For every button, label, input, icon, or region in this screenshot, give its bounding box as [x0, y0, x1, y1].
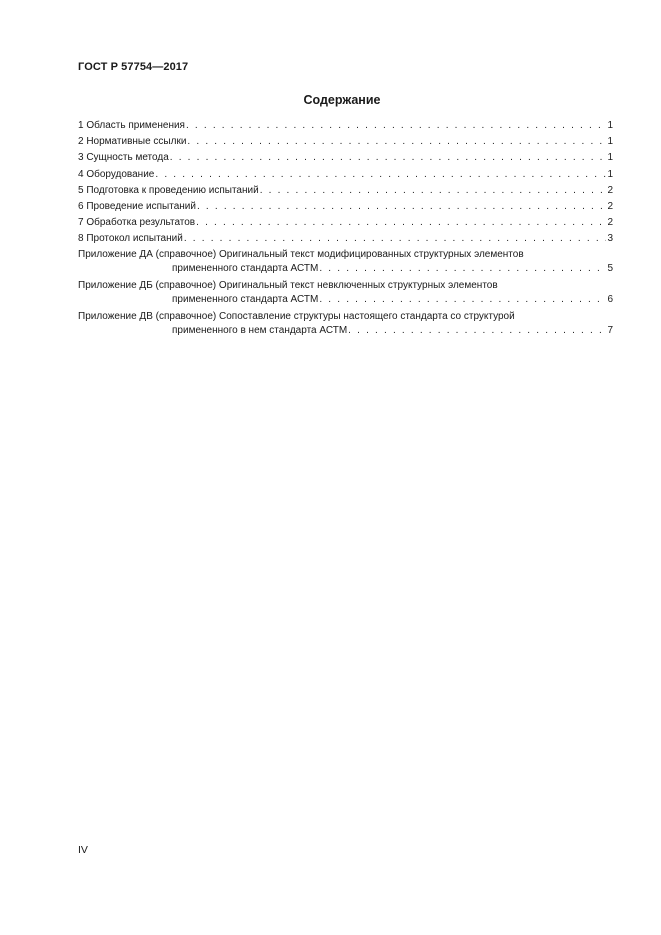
dot-leader [348, 324, 606, 338]
toc-entry[interactable] [78, 150, 613, 166]
toc-entry-label: 3 Сущность метода [78, 152, 169, 164]
dot-leader [319, 293, 606, 307]
dot-leader [260, 183, 607, 199]
appendix-title-continuation: примененного стандарта АСТМ [172, 293, 319, 305]
dot-leader [187, 134, 606, 150]
toc-entry-label: 8 Протокол испытаний [78, 233, 183, 245]
toc-entry-label: 1 Область применения [78, 120, 185, 131]
appendix-title-line: Приложение ДВ (справочное) Сопоставление структуры настоящего стандарта со структурой [78, 310, 515, 322]
toc-entry[interactable] [78, 183, 613, 199]
toc-entry[interactable] [78, 215, 613, 231]
toc-entry-page: 2 [607, 217, 613, 229]
toc-entry[interactable] [78, 199, 613, 215]
toc-entry-page: 6 [607, 293, 613, 305]
toc-entry-page: 1 [607, 136, 613, 148]
document-code: ГОСТ Р 57754—2017 [78, 61, 189, 73]
appendix-title-line: Приложение ДА (справочное) Оригинальный текст модифицированных структурных элементов [78, 248, 524, 260]
toc-entry[interactable] [78, 134, 613, 150]
dot-leader [186, 118, 606, 134]
dot-leader [170, 150, 607, 166]
toc-appendix-entry[interactable] [78, 248, 613, 277]
toc-title: Содержание [303, 93, 381, 107]
toc-entry-label: 6 Проведение испытаний [78, 200, 196, 212]
toc-entry-page: 3 [607, 233, 613, 245]
dot-leader [197, 199, 606, 215]
toc-appendix-entry[interactable] [78, 279, 613, 308]
dot-leader [184, 231, 607, 247]
toc-entry[interactable] [78, 118, 613, 134]
dot-leader [319, 262, 606, 276]
appendix-title-line: Приложение ДБ (справочное) Оригинальный текст невключенных структурных элементов [78, 279, 498, 291]
toc-entry-page: 1 [607, 152, 613, 164]
toc-entry-label: 5 Подготовка к проведению испытаний [78, 184, 259, 196]
toc-entry-label: 4 Оборудование [78, 168, 155, 180]
toc-entry-page: 2 [607, 184, 613, 196]
page-number: IV [78, 844, 88, 856]
toc-entry[interactable] [78, 231, 613, 247]
toc-entry-page: 1 [607, 120, 613, 131]
appendix-title-continuation: примененного стандарта АСТМ [172, 262, 319, 274]
toc-entry-page: 5 [607, 262, 613, 274]
appendix-title-continuation: примененного в нем стандарта АСТМ [172, 324, 348, 336]
dot-leader [155, 167, 606, 183]
toc-entry-label: 2 Нормативные ссылки [78, 136, 187, 148]
toc-entry-page: 7 [607, 324, 613, 336]
toc-entry-page: 2 [607, 200, 613, 212]
toc-entry-label: 7 Обработка результатов [78, 217, 196, 229]
toc-entry[interactable] [78, 167, 613, 183]
toc-entry-page: 1 [607, 168, 613, 180]
toc-appendix-entry[interactable] [78, 310, 613, 339]
table-of-contents [78, 118, 613, 339]
dot-leader [196, 215, 606, 231]
